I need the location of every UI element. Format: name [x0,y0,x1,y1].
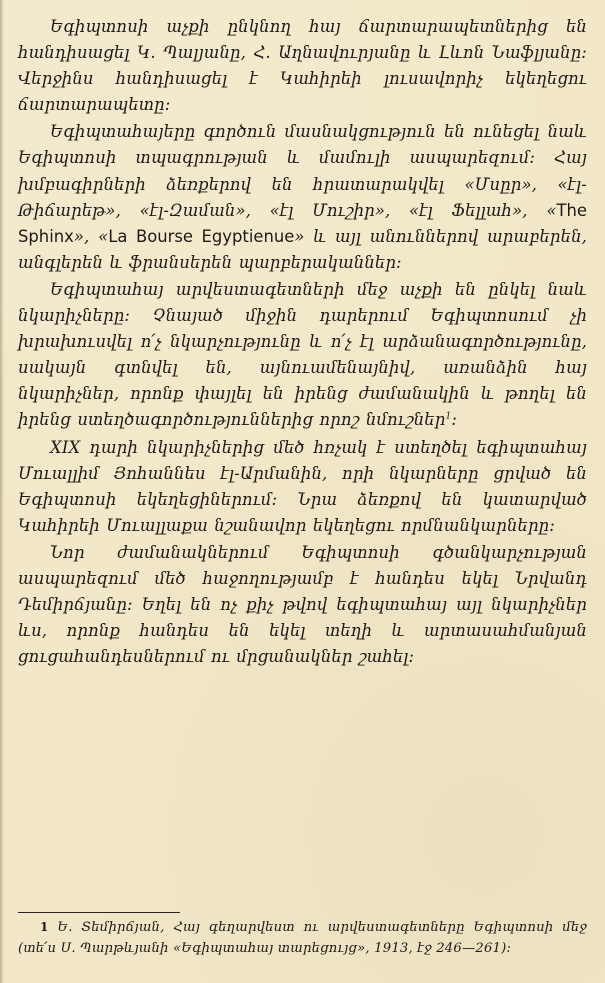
paragraph-text: » և այլ անուններով արաբերեն, անգլերեն և ֆրանսերեն պարբերականներ։ [18,226,588,272]
paragraph-text: Եգիպտահայ արվեստագետների մեջ աչքի են ընկել նաև նկարիչները։ Չնայած միջին դարերում Եգիպտոսում չի խրախուսվել ո՛չ նկարչությունը և ո՛չ էլ արձանագործությունը, սակայն գտնվել են, այնուամենայնիվ, առանձին հայ նկարիչներ, որոնք փայլել են իրենց ժամանակին և թողել են իրենց ստեղծագործություններից որոշ նմուշներ [18,279,587,430]
periodical-title: The Sphinx [18,200,587,246]
footnote [18,917,587,959]
footnote-reference: 1 [445,411,452,422]
paragraph-text: XIX դարի նկարիչներից մեծ հռչակ է ստեղծել եգիպտահայ Մուալլիմ Յոհաննես էլ-Արմանին, որի նկարները ցրված են Եգիպտոսի եկեղեցիներում։ Նրա ձեռքով են կատարված Կահիրեի Մուալլաքա նշանավոր եկեղեցու որմնանկարները։ [18,437,587,535]
paragraph-text: Եգիպտոսի աչքի ընկնող հայ ճարտարապետներից են հանդիսացել Կ. Պալյանը, Հ. Աղնավուրյանը և Լևոն Նաֆլյանը։ Վերջինս հանդիսացել է Կահիրեի լուսավորիչ եկեղեցու ճարտարապետը։ [18,17,587,115]
paragraph-text: Նոր ժամանակներում Եգիպտոսի գծանկարչության ասպարեզում մեծ հաջողությամբ է հանդես եկել Նրվանդ Դեմիրճյանը։ Եղել են ոչ քիչ թվով եգիպտահայ այլ նկարիչներ ևս, որոնք հանդես են եկել տեղի և արտասահմանյան ցուցահանդեսներում ու մրցանակներ շահել։ [18,542,587,667]
periodical-title: La Bourse Egyptienue [108,226,295,246]
paragraph-architects [18,14,587,118]
main-text [18,14,587,670]
scan-edge-shadow [0,0,4,983]
paragraph-press [18,119,587,276]
footnote-text: Ե. Տեմիրճյան, Հայ գեղարվեստ ու արվեստագետները Եգիպտոսի մեջ (տե՛ս Ս. Պարթևյանի «Եգիպտահայ տարեցույց», 1913, էջ 246—261)։ [18,920,587,956]
footnote-divider [18,912,180,913]
paragraph-text: Եգիպտահայերը գործուն մասնակցություն են ունեցել նաև Եգիպտոսի տպագրության և մամուլի ասպարեզում։ Հայ խմբագիրների ձեռքերով են հրատարակվել «Մսըր», «էլ-Թիճարեթ», «էլ-Զաման», «էլ Մուշիր», «էլ Ֆելլահ», « [18,122,587,220]
paragraph-modern-times [18,540,587,670]
paragraph-nineteenth-century [18,435,587,539]
paragraph-text: ։ [451,410,458,430]
paragraph-text: », « [73,226,109,246]
footnote-mark: 1 [40,920,49,934]
paragraph-artists [18,277,587,434]
